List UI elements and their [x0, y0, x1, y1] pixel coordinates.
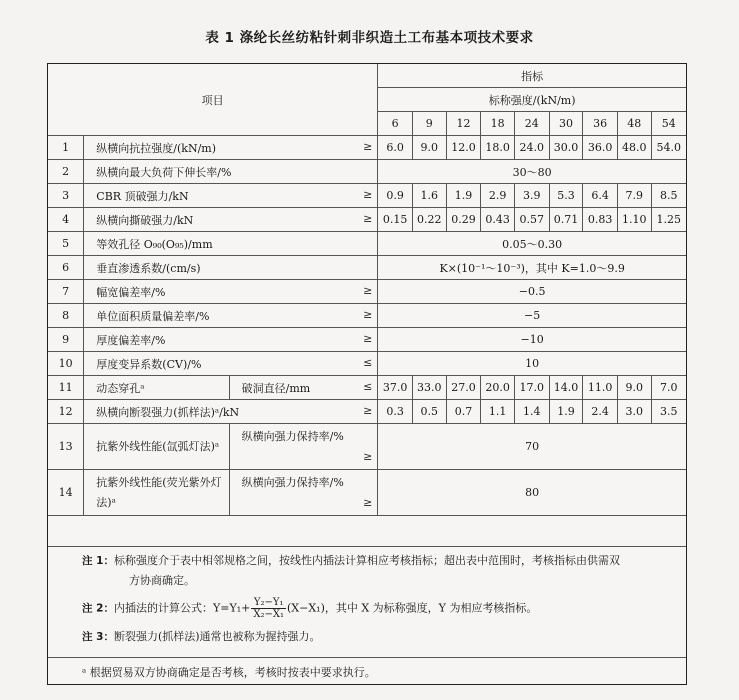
value-cell: 9.0: [617, 376, 651, 400]
item-name: 幅宽偏差率/%: [96, 285, 166, 299]
item-cell: [84, 232, 378, 256]
operator-symbol: ≥: [363, 403, 373, 417]
note-3-text: 断裂强力(抓样法)通常也被称为握持强力。: [113, 630, 321, 643]
value-cell-merged: 10: [378, 352, 686, 376]
row-number: 4: [48, 208, 84, 232]
value-cell: 1.10: [617, 208, 651, 232]
value-cell: 6.0: [378, 136, 413, 160]
value-cell: 2.4: [583, 400, 618, 424]
operator-symbol: ≥: [363, 331, 373, 345]
value-cell: 14.0: [549, 376, 583, 400]
row-number: 8: [48, 304, 84, 328]
value-cell-merged: K×(10⁻¹～10⁻³)，其中 K=1.0～9.9: [378, 256, 686, 280]
value-cell-merged: −5: [378, 304, 686, 328]
table-row: [48, 352, 686, 376]
table-row: [48, 470, 686, 516]
value-cell: 0.15: [378, 208, 413, 232]
row-number: 14: [48, 470, 84, 516]
grade-cell: 54: [651, 112, 686, 136]
value-cell: 3.0: [617, 400, 651, 424]
value-cell: 18.0: [481, 136, 515, 160]
row-number: 1: [48, 136, 84, 160]
value-cell: 1.6: [412, 184, 446, 208]
table-title: 表 1 涤纶长丝纺粘针刺非织造土工布基本项技术要求: [205, 30, 534, 46]
value-cell: 1.1: [481, 400, 515, 424]
value-cell: 0.43: [481, 208, 515, 232]
operator-symbol: ≥: [363, 449, 373, 463]
item-name: 纵横向断裂强力(抓样法)ᵃ/kN: [96, 405, 240, 419]
row-number: 3: [48, 184, 84, 208]
table-row: [48, 424, 686, 470]
operator-symbol: ≥: [363, 139, 373, 153]
note-1: [82, 551, 672, 590]
spec-table-frame: [47, 63, 687, 685]
grade-cell: 6: [378, 112, 413, 136]
sub-item-name: 纵横向强力保持率/%: [241, 429, 344, 443]
header-row-1: [48, 64, 686, 88]
value-cell: 0.7: [446, 400, 481, 424]
operator-symbol: ≤: [363, 355, 373, 369]
item-name: 厚度变异系数(CV)/%: [96, 357, 202, 371]
item-name: 等效孔径 O₉₀(O₉₅)/mm: [96, 237, 213, 251]
note-1-line-2: 方协商确定。: [129, 574, 195, 587]
item-cell: [84, 136, 378, 160]
spec-table: [48, 64, 686, 516]
item-name: 厚度偏差率/%: [96, 333, 166, 347]
operator-symbol: ≥: [363, 283, 373, 297]
row-number: 13: [48, 424, 84, 470]
note-2-label: 注 2：: [82, 602, 114, 615]
sub-item-name: 纵横向强力保持率/%: [241, 475, 344, 489]
value-cell: 0.71: [549, 208, 583, 232]
value-cell: 20.0: [481, 376, 515, 400]
note-3-label: 注 3：: [82, 631, 114, 643]
value-cell: 1.9: [446, 184, 481, 208]
value-cell-merged: 30～80: [378, 160, 686, 184]
grade-cell: 9: [412, 112, 446, 136]
operator-symbol: ≥: [363, 495, 373, 509]
grade-cell: 18: [481, 112, 515, 136]
sub-item-cell: [229, 470, 378, 516]
table-row: [48, 376, 686, 400]
table-row: [48, 160, 686, 184]
value-cell: 12.0: [446, 136, 481, 160]
row-number: 7: [48, 280, 84, 304]
operator-symbol: ≥: [363, 187, 373, 201]
sub-item-cell: [229, 376, 378, 400]
value-cell: 17.0: [514, 376, 549, 400]
value-cell: 33.0: [412, 376, 446, 400]
value-cell: 7.9: [617, 184, 651, 208]
table-row: [48, 304, 686, 328]
row-number: 5: [48, 232, 84, 256]
table-row: [48, 136, 686, 160]
value-cell: 0.5: [412, 400, 446, 424]
item-cell: [84, 328, 378, 352]
item-name: 纵横向撕破强力/kN: [96, 213, 194, 227]
value-cell: 0.22: [412, 208, 446, 232]
item-cell: [84, 304, 378, 328]
item-name: 纵横向抗拉强度/(kN/m): [96, 141, 217, 155]
value-cell: 11.0: [583, 376, 618, 400]
value-cell-merged: 0.05～0.30: [378, 232, 686, 256]
sub-item-cell: [229, 424, 378, 470]
value-cell: 1.4: [514, 400, 549, 424]
value-cell: 6.4: [583, 184, 618, 208]
value-cell: 0.57: [514, 208, 549, 232]
table-row: [48, 400, 686, 424]
note-2-formula-post: (X−X₁)，其中 X 为标称强度，Y 为相应考核指标。: [286, 601, 538, 615]
value-cell: 9.0: [412, 136, 446, 160]
row-number: 10: [48, 352, 84, 376]
value-cell: 2.9: [481, 184, 515, 208]
header-item: 项目: [48, 64, 378, 136]
value-cell: 54.0: [651, 136, 686, 160]
item-cell: [84, 470, 229, 516]
value-cell: 24.0: [514, 136, 549, 160]
table-row: [48, 256, 686, 280]
value-cell: 3.5: [651, 400, 686, 424]
value-cell-merged: −0.5: [378, 280, 686, 304]
row-number: 9: [48, 328, 84, 352]
item-cell: [84, 208, 378, 232]
value-cell: 0.9: [378, 184, 413, 208]
value-cell: 30.0: [549, 136, 583, 160]
item-name: 抗紫外线性能(氙弧灯法)ᵃ: [96, 439, 220, 453]
note-1-line-1: 标称强度介于表中相邻规格之间，按线性内插法计算相应考核指标；超出表中范围时，考核指标由供需双: [113, 554, 620, 567]
item-name: 动态穿孔ᵃ: [96, 381, 145, 395]
row-number: 11: [48, 376, 84, 400]
value-cell-merged: 70: [378, 424, 686, 470]
notes-section: [48, 546, 686, 685]
item-cell: [84, 400, 378, 424]
value-cell: 36.0: [583, 136, 618, 160]
value-cell: 0.83: [583, 208, 618, 232]
value-cell: 37.0: [378, 376, 413, 400]
item-name: 单位面积质量偏差率/%: [96, 309, 210, 323]
row-number: 6: [48, 256, 84, 280]
row-number: 2: [48, 160, 84, 184]
table-row: [48, 184, 686, 208]
header-nominal-strength: 标称强度/(kN/m): [378, 88, 686, 112]
fraction-numerator: Y₂−Y₁: [251, 597, 286, 609]
formula-fraction: [251, 597, 286, 620]
value-cell: 0.3: [378, 400, 413, 424]
item-name: 抗紫外线性能(荧光紫外灯法)ᵃ: [96, 475, 222, 509]
item-cell: [84, 280, 378, 304]
row-number: 12: [48, 400, 84, 424]
note-2-formula-pre: 内插法的计算公式：Y=Y₁+: [113, 601, 251, 615]
sub-item-name: 破洞直径/mm: [241, 381, 311, 395]
item-cell: [84, 256, 378, 280]
fraction-denominator: X₂−X₁: [253, 609, 284, 620]
item-cell: [84, 424, 229, 470]
value-cell: 5.3: [549, 184, 583, 208]
value-cell: 3.9: [514, 184, 549, 208]
grade-cell: 36: [583, 112, 618, 136]
grade-cell: 24: [514, 112, 549, 136]
table-row: [48, 208, 686, 232]
operator-symbol: ≥: [363, 211, 373, 225]
item-cell: [84, 160, 378, 184]
operator-symbol: ≤: [363, 379, 373, 393]
item-name: 垂直渗透系数/(cm/s): [96, 261, 201, 275]
note-2: [82, 597, 672, 620]
grade-cell: 30: [549, 112, 583, 136]
value-cell-merged: −10: [378, 328, 686, 352]
grade-cell: 48: [617, 112, 651, 136]
notes-divider: [48, 657, 686, 658]
value-cell: 1.9: [549, 400, 583, 424]
table-row: [48, 328, 686, 352]
table-row: [48, 280, 686, 304]
value-cell: 48.0: [617, 136, 651, 160]
footnote: ᵃ 根据贸易双方协商确定是否考核，考核时按表中要求执行。: [82, 666, 376, 679]
value-cell: 0.29: [446, 208, 481, 232]
item-cell: [84, 184, 378, 208]
value-cell: 7.0: [651, 376, 686, 400]
item-name: CBR 顶破强力/kN: [96, 189, 189, 203]
operator-symbol: ≥: [363, 307, 373, 321]
table-row: [48, 232, 686, 256]
grade-cell: 12: [446, 112, 481, 136]
value-cell: 1.25: [651, 208, 686, 232]
item-name: 纵横向最大负荷下伸长率/%: [96, 165, 232, 179]
item-cell: [84, 376, 229, 400]
note-1-label: 注 1：: [82, 555, 114, 567]
note-3: [82, 627, 672, 647]
value-cell: 8.5: [651, 184, 686, 208]
item-cell: [84, 352, 378, 376]
value-cell-merged: 80: [378, 470, 686, 516]
value-cell: 27.0: [446, 376, 481, 400]
header-indicator: 指标: [378, 64, 686, 88]
